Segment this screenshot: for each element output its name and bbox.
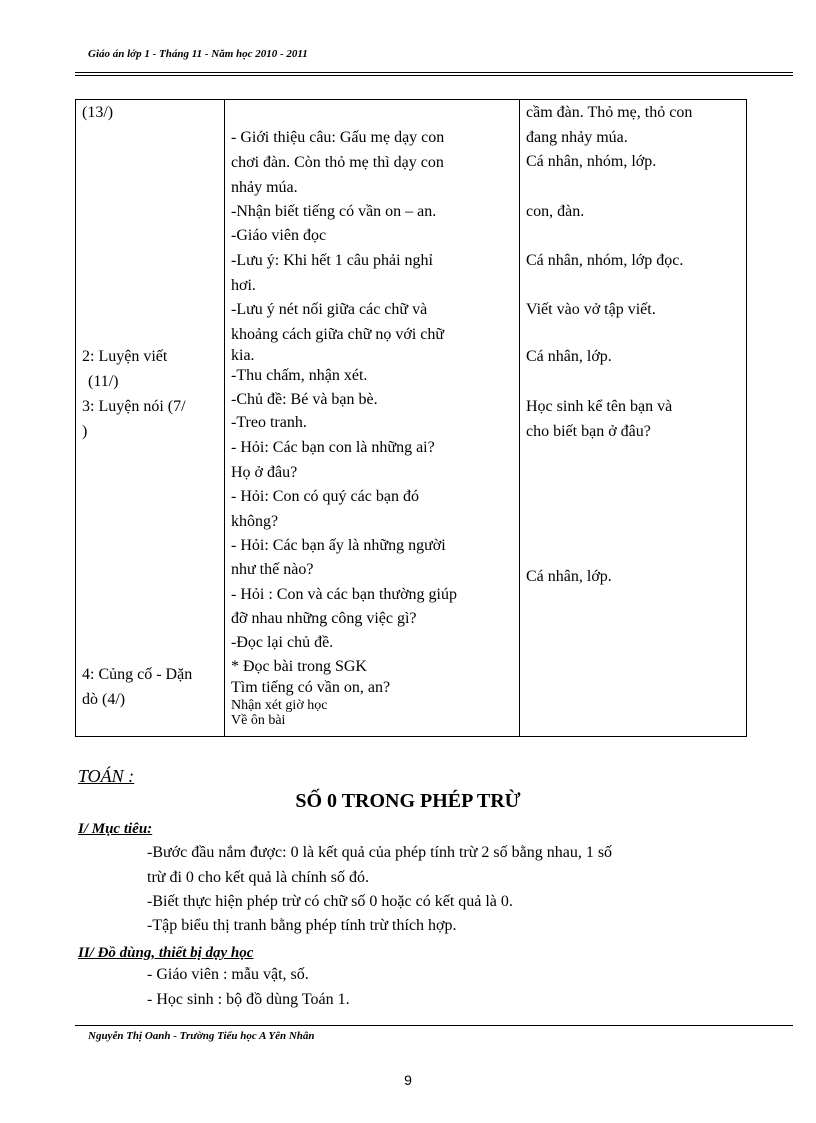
timing-text: ) [82, 423, 88, 440]
header-rule-top [75, 72, 793, 73]
student-line: Cá nhân, nhóm, lớp đọc. [526, 252, 684, 269]
page-header: Giáo án lớp 1 - Tháng 11 - Năm học 2010 - 2011 [88, 48, 308, 60]
teacher-line: - Hỏi: Các bạn ấy là những người [231, 537, 446, 554]
teacher-line: - Hỏi : Con và các bạn thường giúp [231, 586, 457, 603]
material-line: - Giáo viên : mẫu vật, số. [147, 966, 309, 983]
teacher-line: -Chủ đề: Bé và bạn bè. [231, 391, 378, 408]
footer-rule [75, 1025, 793, 1026]
objectives-heading: I/ Mục tiêu: [78, 821, 153, 837]
timing-column [76, 100, 225, 737]
teacher-line: chơi đàn. Còn thỏ mẹ thì dạy con [231, 154, 444, 171]
teacher-line: Họ ở đâu? [231, 464, 298, 481]
materials-heading: II/ Đồ dùng, thiết bị dạy học [78, 945, 254, 961]
timing-text: (13/) [82, 104, 114, 121]
lesson-title: SỐ 0 TRONG PHÉP TRỪ [295, 790, 521, 812]
teacher-line: Về ôn bài [231, 713, 286, 728]
teacher-activity-column [225, 100, 520, 737]
teacher-line: khoảng cách giữa chữ nọ với chữ [231, 326, 445, 343]
section-label: 2: Luyện viết [82, 348, 168, 365]
timing-text: (11/) [88, 373, 119, 390]
student-line: Viết vào vở tập viết. [526, 301, 656, 318]
teacher-line: nhảy múa. [231, 179, 298, 196]
objective-line: trừ đi 0 cho kết quả là chính số đó. [147, 869, 369, 886]
teacher-line: -Giáo viên đọc [231, 227, 327, 244]
student-line: cầm đàn. Thỏ mẹ, thỏ con [526, 104, 693, 121]
teacher-line: * Đọc bài trong SGK [231, 658, 367, 675]
page-footer: Nguyễn Thị Oanh - Trường Tiểu học A Yên Nhân [88, 1030, 315, 1042]
objective-line: -Biết thực hiện phép trừ có chữ số 0 hoặc có kết quả là 0. [147, 893, 513, 910]
teacher-line: Nhận xét giờ học [231, 698, 328, 713]
student-line: cho biết bạn ở đâu? [526, 423, 651, 440]
teacher-line: -Thu chấm, nhận xét. [231, 367, 368, 384]
student-activity-column [520, 100, 747, 737]
page-number: 9 [404, 1072, 412, 1088]
student-line: đang nhảy múa. [526, 129, 628, 146]
teacher-line: -Nhận biết tiếng có vần on – an. [231, 203, 437, 220]
teacher-line: đỡ nhau những công việc gì? [231, 610, 417, 627]
teacher-line: - Giới thiệu câu: Gấu mẹ dạy con [231, 129, 445, 146]
header-rule-bottom [75, 75, 793, 76]
teacher-line: Tìm tiếng có vần on, an? [231, 679, 391, 696]
student-line: Cá nhân, lớp. [526, 348, 612, 365]
student-line: Học sinh kể tên bạn và [526, 398, 673, 415]
section-label: 4: Củng cố - Dặn [82, 666, 193, 683]
material-line: - Học sinh : bộ đồ dùng Toán 1. [147, 991, 350, 1008]
objective-line: -Bước đầu nắm được: 0 là kết quả của phép tính trừ 2 số bằng nhau, 1 số [147, 844, 613, 861]
teacher-line: không? [231, 513, 279, 530]
teacher-line: - Hỏi: Con có quý các bạn đó [231, 488, 419, 505]
student-line: Cá nhân, lớp. [526, 568, 612, 585]
teacher-line: hơi. [231, 277, 256, 294]
teacher-line: -Đọc lại chủ đề. [231, 634, 334, 651]
lesson-plan-table [75, 99, 747, 737]
subject-heading: TOÁN : [78, 766, 135, 786]
teacher-line: kia. [231, 347, 255, 364]
objective-line: -Tập biểu thị tranh bằng phép tính trừ thích hợp. [147, 917, 457, 934]
timing-text: dò (4/) [82, 691, 126, 708]
teacher-line: -Lưu ý nét nối giữa các chữ và [231, 301, 428, 318]
student-line: con, đàn. [526, 203, 585, 220]
teacher-line: - Hỏi: Các bạn con là những ai? [231, 439, 435, 456]
teacher-line: -Lưu ý: Khi hết 1 câu phải nghỉ [231, 252, 433, 269]
student-line: Cá nhân, nhóm, lớp. [526, 153, 657, 170]
section-label: 3: Luyện nói (7/ [82, 398, 186, 415]
teacher-line: -Treo tranh. [231, 414, 307, 431]
teacher-line: như thế nào? [231, 561, 314, 578]
